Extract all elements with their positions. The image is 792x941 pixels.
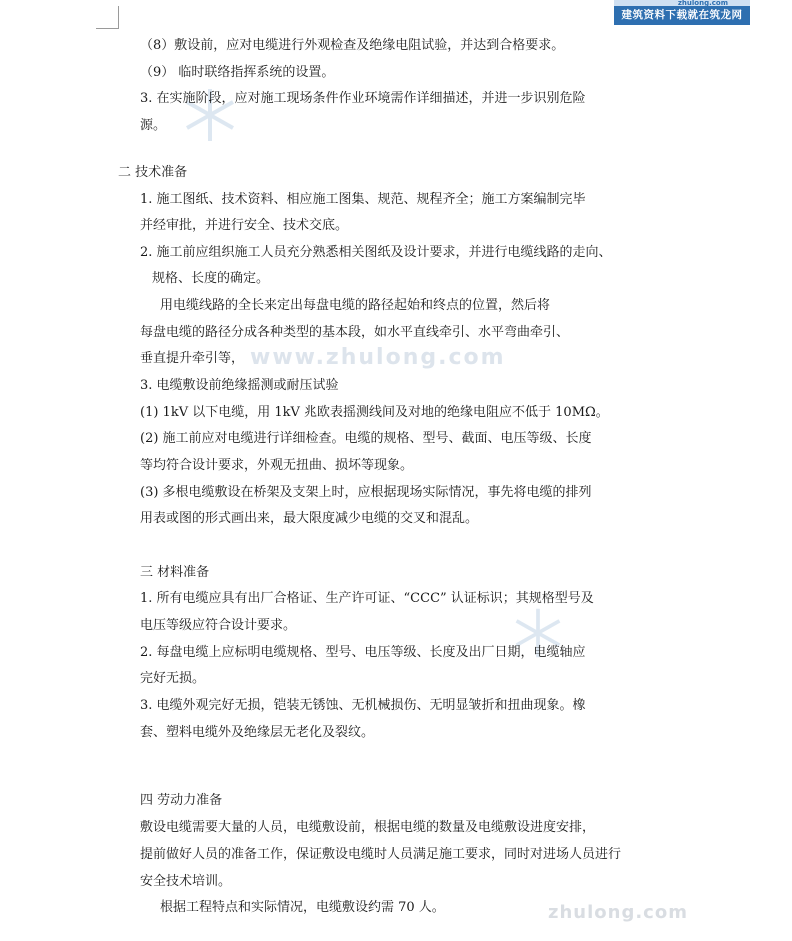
text-line: 1. 所有电缆应具有出厂合格证、生产许可证、“CCC” 认证标识；其规格型号及 bbox=[140, 591, 594, 606]
text-line: 等均符合设计要求，外观无扭曲、损坏等现象。 bbox=[140, 458, 414, 473]
logo-slogan: 建筑资料下载就在筑龙网 bbox=[621, 9, 743, 21]
text-line: (3) 多根电缆敷设在桥架及支架上时，应根据现场实际情况，事先将电缆的排列 bbox=[140, 485, 592, 500]
text-line: 规格、长度的确定。 bbox=[152, 271, 270, 286]
text-line: 并经审批，并进行安全、技术交底。 bbox=[140, 218, 349, 233]
text-line: (2) 施工前应对电缆进行详细检查。电缆的规格、型号、截面、电压等级、长度 bbox=[140, 431, 592, 446]
text-line: (1) 1kV 以下电缆，用 1kV 兆欧表摇测线间及对地的绝缘电阻应不低于 10MΩ。 bbox=[140, 405, 609, 420]
text-line: 套、塑料电缆外及绝缘层无老化及裂纹。 bbox=[140, 725, 375, 740]
text-line: 完好无损。 bbox=[140, 671, 206, 686]
section-heading: 三 材料准备 bbox=[140, 565, 210, 580]
section-heading: 四 劳动力准备 bbox=[140, 793, 223, 808]
text-line: （8）敷设前，应对电缆进行外观检查及绝缘电阻试验，并达到合格要求。 bbox=[140, 38, 565, 53]
text-line: 2. 每盘电缆上应标明电缆规格、型号、电压等级、长度及出厂日期，电缆轴应 bbox=[140, 645, 586, 660]
text-line: 3. 在实施阶段，应对施工现场条件作业环境需作详细描述，并进一步识别危险 bbox=[140, 91, 586, 106]
text-line: 电压等级应符合设计要求。 bbox=[140, 618, 297, 633]
text-line: 2. 施工前应组织施工人员充分熟悉相关图纸及设计要求，并进行电缆线路的走向、 bbox=[140, 245, 612, 260]
text-line: 根据工程特点和实际情况，电缆敷设约需 70 人。 bbox=[160, 900, 445, 915]
logo-domain: zhulong.com bbox=[614, 0, 750, 6]
text-line: 源。 bbox=[140, 118, 167, 133]
text-line: 3. 电缆敷设前绝缘摇测或耐压试验 bbox=[140, 378, 339, 393]
watermark-bottom: zhulong.com bbox=[548, 902, 688, 923]
text-line: 用表或图的形式画出来，最大限度减少电缆的交叉和混乱。 bbox=[140, 511, 479, 526]
crop-mark bbox=[96, 6, 119, 29]
text-line: （9） 临时联络指挥系统的设置。 bbox=[140, 65, 335, 80]
text-line: 3. 电缆外观完好无损，铠装无锈蚀、无机械损伤、无明显皱折和扭曲现象。橡 bbox=[140, 698, 586, 713]
text-line: 每盘电缆的路径分成各种类型的基本段，如水平直线牵引、水平弯曲牵引、 bbox=[140, 325, 570, 340]
watermark-text: www.zhulong.com bbox=[250, 345, 506, 370]
text-line: 安全技术培训。 bbox=[140, 874, 232, 889]
text-line: 用电缆线路的全长来定出每盘电缆的路径起始和终点的位置，然后将 bbox=[160, 298, 551, 313]
zhulong-logo bbox=[614, 0, 750, 25]
section-heading: 二 技术准备 bbox=[118, 165, 188, 180]
text-line: 1. 施工图纸、技术资料、相应施工图集、规范、规程齐全；施工方案编制完毕 bbox=[140, 192, 586, 207]
text-line: 垂直提升牵引等， bbox=[140, 351, 245, 366]
text-line: 提前做好人员的准备工作，保证敷设电缆时人员满足施工要求，同时对进场人员进行 bbox=[140, 847, 622, 862]
text-line: 敷设电缆需要大量的人员，电缆敷设前，根据电缆的数量及电缆敷设进度安排， bbox=[140, 820, 596, 835]
